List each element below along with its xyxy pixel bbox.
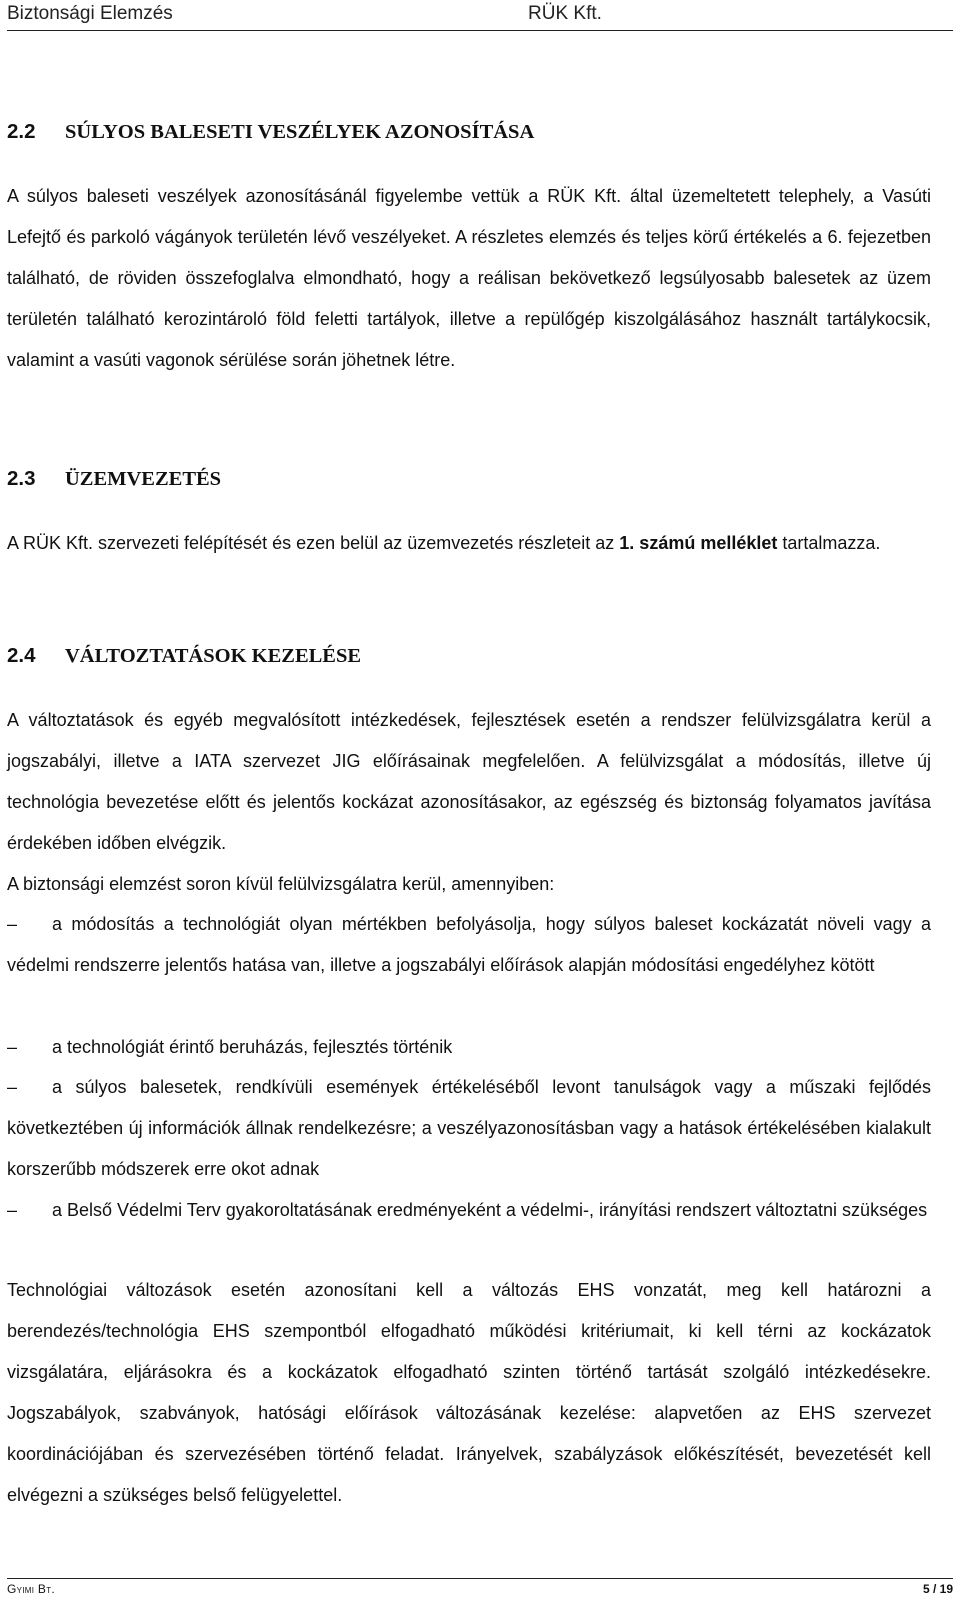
section-title: SÚLYOS BALESETI VESZÉLYEK AZONOSÍTÁSA (65, 121, 535, 143)
list-item-text: a módosítás a technológiát olyan mértékben befolyásolja, hogy súlyos baleset kockázatát növeli vagy a védelmi rendszerre jelentős hatása van, illetve a jogszabályi előírások alapján módosítási engedélyhez kötött (7, 914, 931, 975)
section-number: 2.3 (7, 467, 36, 490)
annex-reference: 1. számú melléklet (619, 533, 778, 553)
dash-bullet: – (7, 914, 18, 934)
dash-bullet: – (7, 1200, 18, 1220)
section-heading-2-2 (7, 120, 534, 144)
page-footer (7, 1582, 953, 1596)
list-item (7, 1067, 931, 1190)
list-item (7, 1190, 931, 1231)
paragraph-2-4-technology: Technológiai változások esetén azonosítani kell a változás EHS vonzatát, meg kell határozni a berendezés/technológia EHS szempontból elfogadható működési kritériumait, ki kell térni az kockázatok vizsgálatára, eljárásokra és a kockázatok elfogadható szinten történő tartását szolgáló intézkedésekre. Jogszabályok, szabványok, hatósági előírások változásának kezelése: alapvetően az EHS szervezet koordinációjában és szervezésében történő feladat. Irányelvek, szabályzások előkészítését, bevezetését kell elvégezni a szükséges belső felügyelettel. (7, 1280, 931, 1505)
section-title: ÜZEMVEZETÉS (65, 468, 222, 490)
dash-bullet: – (7, 1077, 18, 1097)
section-title: VÁLTOZTATÁSOK KEZELÉSE (65, 645, 362, 667)
section-number: 2.4 (7, 644, 36, 667)
paragraph-2-4-condition: A biztonsági elemzést soron kívül felülvizsgálatra kerül, amennyiben: (7, 874, 555, 894)
paragraph-2-3 (7, 523, 931, 564)
footer-divider (7, 1578, 953, 1579)
page-header (7, 0, 953, 30)
footer-company: Gyimi Bt. (7, 1582, 56, 1596)
header-divider (7, 30, 953, 31)
page-number: 5 / 19 (922, 1582, 953, 1596)
list-item-text: a súlyos balesetek, rendkívüli események értékeléséből levont tanulságok vagy a műszaki fejlődés következtében új információk állnak rendelkezésre; a veszélyazonosításban vagy a hatások értékelésében kialakult korszerűbb módszerek erre okot adnak (7, 1077, 931, 1179)
section-heading-2-3 (7, 467, 221, 491)
list-item (7, 904, 931, 986)
list-item (7, 1027, 931, 1068)
header-document-title: Biztonsági Elemzés (7, 3, 173, 24)
paragraph-2-2: A súlyos baleseti veszélyek azonosításánál figyelembe vettük a RÜK Kft. által üzemeltetett telephely, a Vasúti Lefejtő és parkoló vágányok területén lévő veszélyeket. A részletes elemzés és teljes körű értékelés a 6. fejezetben található, de röviden összefoglalva elmondható, hogy a reálisan bekövetkező legsúlyosabb balesetek az üzem területén található kerozintároló föld feletti tartályok, illetve a repülőgép kiszolgálásához használt tartálykocsik, valamint a vasúti vagonok sérülése során jöhetnek létre. (7, 186, 931, 370)
list-item-text: a technológiát érintő beruházás, fejlesztés történik (52, 1037, 453, 1057)
dash-bullet: – (7, 1037, 18, 1057)
header-company-name: RÜK Kft. (528, 3, 602, 24)
section-number: 2.2 (7, 120, 36, 143)
paragraph-2-4-intro: A változtatások és egyéb megvalósított intézkedések, fejlesztések esetén a rendszer felülvizsgálatra kerül a jogszabályi, illetve a IATA szervezet JIG előírásainak megfelelően. A felülvizsgálat a módosítás, illetve új technológia bevezetése előtt és jelentős kockázat azonosításakor, az egészség és biztonság folyamatos javítása érdekében időben elvégzik. (7, 710, 931, 853)
paragraph-text: A RÜK Kft. szervezeti felépítését és ezen belül az üzemvezetés részleteit az (7, 533, 620, 553)
section-heading-2-4 (7, 644, 361, 668)
list-item-text: a Belső Védelmi Terv gyakoroltatásának eredményeként a védelmi-, irányítási rendszert változtatni szükséges (52, 1200, 928, 1220)
paragraph-text: tartalmazza. (777, 533, 881, 553)
